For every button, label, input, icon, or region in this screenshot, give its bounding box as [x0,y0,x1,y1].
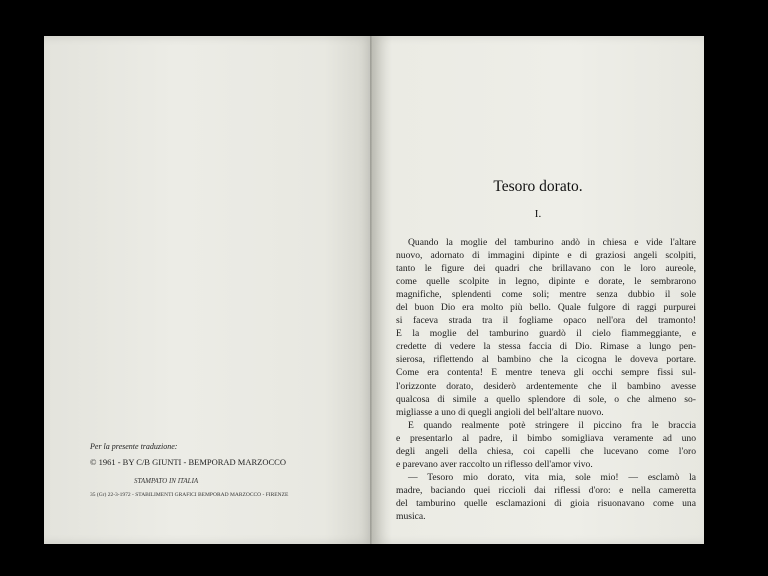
right-page [372,36,704,544]
text-line: e parevano aver raccolto un riflesso dell'amor vivo. [396,458,593,470]
text-line: qualcosa di simile a quello splendore di sole, o che almeno so- [396,393,696,405]
chapter-number: I. [534,208,542,220]
left-page [44,36,374,544]
story-body [396,236,696,523]
text-line: e presentarlo al padre, il bimbo somigliava veramente ad uno [396,432,696,444]
text-line: musica. [396,510,426,522]
translation-note: Per la presente traduzione: [90,442,178,451]
text-line: credette di vedere la stessa faccia di Dio. Rimase a lungo pen- [396,341,696,353]
text-line: si faceva strada tra il fogliame opaco nell'ora del tramonto! [396,315,696,327]
text-line: tanto le figure dei quadri che brillavano con le loro aureole, [396,263,696,275]
text-line: E la moglie del tamburino guardò il cielo fiammeggiante, e [396,328,696,340]
text-line: del tamburino quelle esclamazioni di gioia risuonavano come una [396,497,696,509]
text-line: del buon Dio era molto più bello. Quale fulgore di raggi purpurei [396,302,696,314]
text-line: — Tesoro mio dorato, vita mia, sole mio! — esclamò la [408,471,696,483]
printer-line: 35 (Gr) 22-3-1972 - STABILIMENTI GRAFICI BEMPORAD MARZOCCO - FIRENZE [90,492,289,498]
text-line: magnifiche, splendenti come soli; mentre senza dubbio il sole [396,289,696,301]
text-line: sierosa, riflettendo al bambino che la cicogna le doveva portare. [396,354,696,366]
text-line: degli angeli della chiesa, coi capelli che lucevano come l'oro [396,445,696,457]
text-line: migliasse a uno di quegli angioli del bell'altare nuovo. [396,406,604,418]
story-title: Tesoro dorato. [493,178,583,195]
text-line: Come era contenta! E mentre teneva gli occhi sempre fissi sul- [396,367,696,379]
text-line: madre, baciando quei riccioli dai riflessi d'oro: e nella cameretta [396,484,696,496]
text-line: l'orizzonte dorato, desiderò ardentemente che il bambino avesse [396,380,696,392]
text-line: Quando la moglie del tamburino andò in chiesa e vide l'altare [408,237,696,248]
text-line: E quando realmente potè stringere il piccino fra le braccia [408,419,696,431]
text-line: come quelle scolpite in legno, dipinte e dorate, le sembrarono [396,276,696,288]
printed-in-line: STAMPATO IN ITALIA [134,477,199,485]
text-line: nuovo, adornato di immagini dipinte e di graziosi angeli scolpiti, [396,250,696,262]
copyright-line: © 1961 - BY C/B GIUNTI - BEMPORAD MARZOCCO [90,457,286,467]
